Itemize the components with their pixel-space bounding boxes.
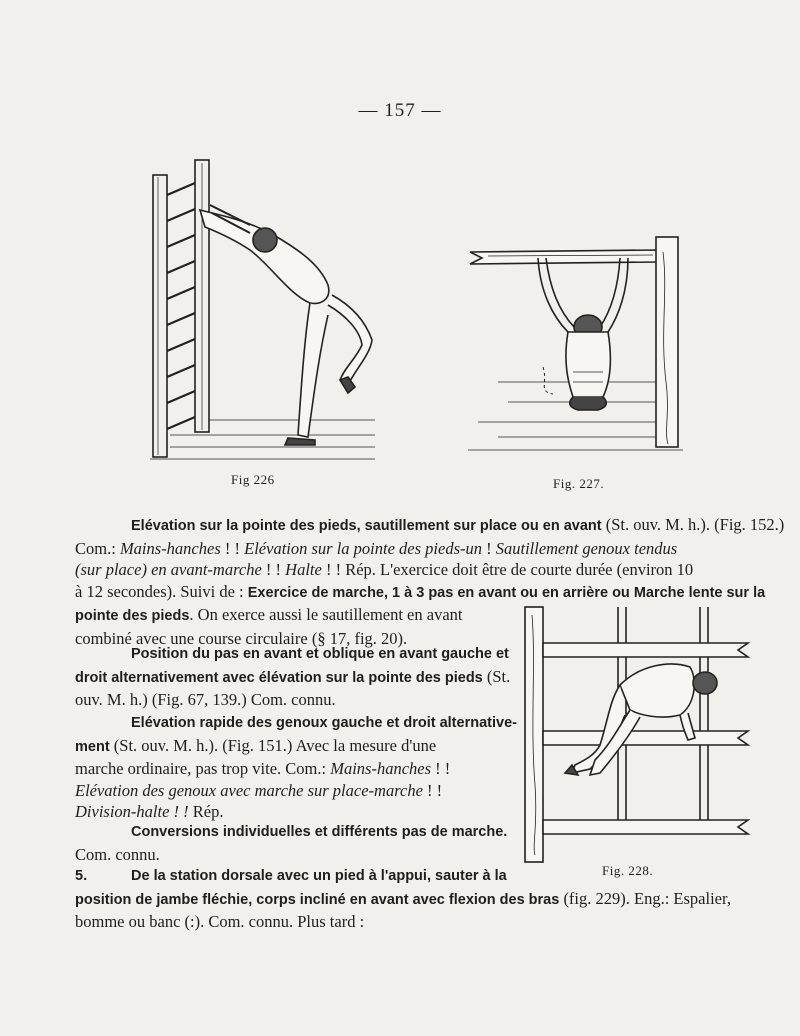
figure-227: [468, 232, 688, 462]
section-number: 5.: [75, 868, 88, 884]
p1-bold: pointe des pieds: [75, 608, 190, 624]
p5-bold: position de jambe fléchie, corps incliné en avant avec flexion des bras: [75, 891, 560, 908]
p1-text: !: [481, 538, 496, 558]
p1-italic: Elévation sur la pointe des pieds-un: [244, 538, 482, 558]
p1-text: ! !: [261, 560, 286, 579]
p3-bold-heading: Elévation rapide des genoux gauche et droit alternative-: [131, 715, 517, 731]
p5-text: bomme ou banc (:). Com. connu. Plus tard :: [75, 912, 365, 931]
p2-text: (St.: [482, 666, 511, 686]
p1-italic: (sur place) en avant-marche: [75, 560, 262, 579]
p4-text: Com. connu.: [75, 844, 160, 864]
p1-text: à 12 secondes). Suivi de :: [75, 581, 248, 601]
p1-com: Com.:: [75, 538, 120, 558]
p1-bold: Exercice de marche, 1 à 3 pas en avant ou en arrière ou Marche lente sur la: [247, 584, 766, 601]
figure-227-caption: Fig. 227.: [553, 476, 605, 491]
p2-text: ouv. M. h.) (Fig. 67, 139.) Com. connu.: [75, 690, 336, 709]
p1-text: . On exerce aussi le sautillement en avant: [189, 605, 463, 624]
p3-italic: Elévation des genoux avec marche sur place-marche: [75, 780, 423, 800]
p1-text: combiné avec une course circulaire (§ 17, fig. 20).: [75, 628, 408, 648]
p3-italic: Mains-hanches: [330, 759, 432, 778]
wall-bars-back-bend-icon: [150, 155, 380, 465]
paragraph-2: [75, 642, 511, 711]
p3-text: ! !: [431, 759, 451, 778]
p1-text: ! ! Rép. L'exercice doit être de courte durée (environ 10: [321, 560, 694, 579]
figure-228: [520, 605, 755, 865]
figure-226-caption: Fig 226: [231, 472, 275, 487]
p1-italic: Mains-hanches: [119, 538, 221, 558]
p1-italic: Sautillement genoux tendus: [495, 538, 678, 558]
p5-text: (fig. 229). Eng.: Espalier,: [559, 888, 731, 908]
paragraph-4: [75, 820, 508, 865]
p2-bold-heading: Position du pas en avant et oblique en avant gauche et: [131, 646, 509, 662]
p3-text: marche ordinaire, pas trop vite. Com.:: [75, 759, 331, 778]
p5-bold-heading: De la station dorsale avec un pied à l'appui, sauter à la: [131, 868, 507, 884]
p3-text: (St. ouv. M. h.). (Fig. 151.) Avec la mesure d'une: [109, 735, 437, 755]
p1-bold-heading: Elévation sur la pointe des pieds, sautillement sur place ou en avant: [131, 518, 602, 534]
p1-text: (St. ouv. M. h.). (Fig. 152.): [601, 515, 785, 534]
figure-228-caption: Fig. 228.: [602, 863, 654, 878]
paragraph-3: [75, 711, 517, 823]
p3-text: ! !: [422, 780, 443, 800]
p3-italic: Division-halte ! !: [75, 802, 189, 821]
paragraph-5: [75, 864, 765, 933]
figure-226: [150, 155, 380, 465]
page-number: — 157 —: [358, 100, 442, 121]
p1-italic: Halte: [285, 560, 322, 579]
hanging-from-beam-icon: [468, 232, 688, 462]
climbing-through-bars-icon: [520, 605, 755, 865]
p2-bold: droit alternativement avec élévation sur la pointe des pieds: [75, 669, 483, 686]
p4-bold-heading: Conversions individuelles et différents pas de marche.: [131, 824, 508, 840]
p1-text: ! !: [220, 538, 245, 558]
p3-bold: ment: [75, 738, 110, 755]
p3-text: Rép.: [188, 802, 224, 821]
